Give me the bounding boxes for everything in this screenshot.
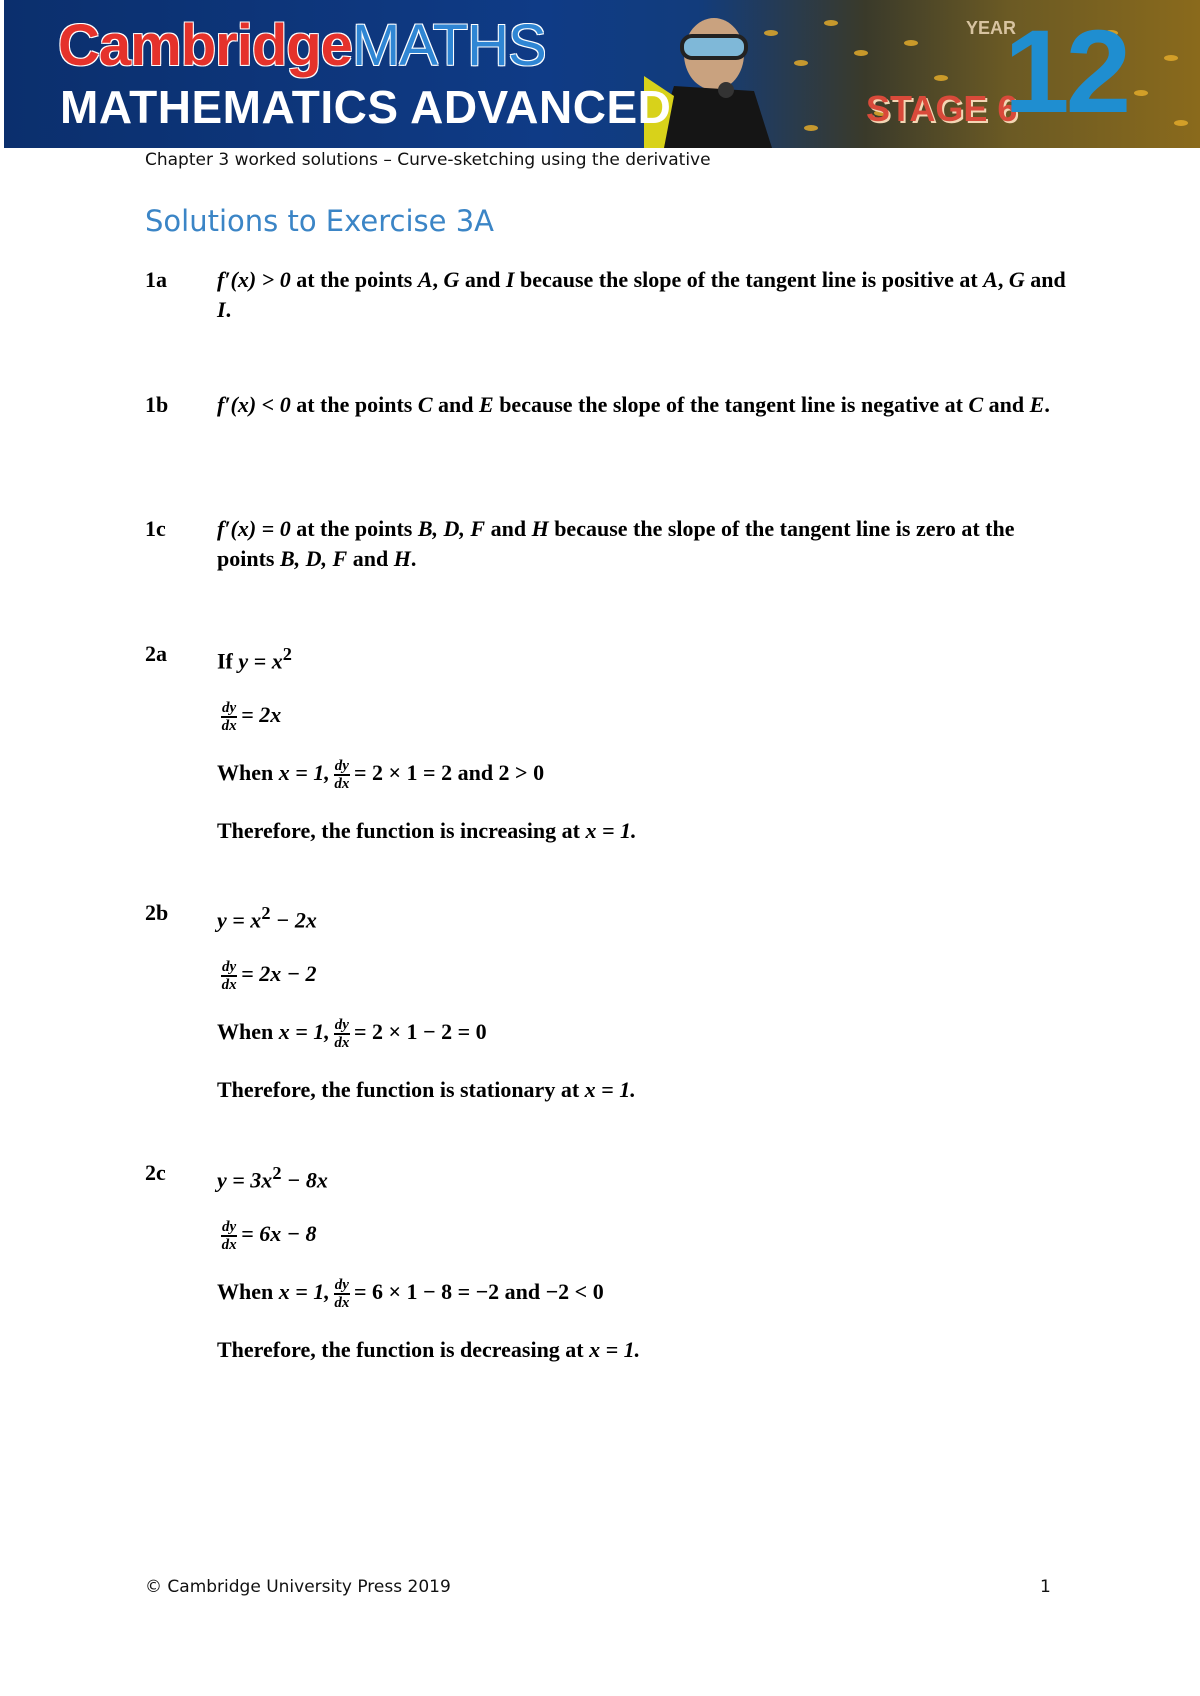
question-number: 2b <box>145 900 169 925</box>
dy-dx-fraction: $\frac{dy}{dx}$ <box>221 1219 237 1254</box>
conclusion-line: Therefore, the function is increasing at x = 1. <box>217 818 637 844</box>
dy-dx-fraction: $\frac{dy}{dx}$ <box>334 1277 350 1312</box>
point: A <box>417 267 433 292</box>
solution-body <box>217 514 1077 574</box>
solution-text: f′(x) = 0 at the points B, D, F and H because the slope of the tangent line is zero at the points B, D, F and H. <box>217 516 1015 571</box>
page-number: 1 <box>1040 1577 1051 1597</box>
brand-mathematics-advanced: MATHEMATICS ADVANCED <box>60 81 672 133</box>
point: C <box>417 392 433 417</box>
footer-copyright: © Cambridge University Press 2019 <box>145 1577 451 1597</box>
point: E <box>1029 392 1045 417</box>
dy-dx-fraction: $\frac{dy}{dx}$ <box>221 959 237 994</box>
point: C <box>968 392 984 417</box>
dy-dx-fraction: $\frac{dy}{dx}$ <box>221 700 237 735</box>
evaluation-line: When x = 1, $\frac{dy}{dx}$ = 2 × 1 − 2 = 0 <box>217 1017 487 1052</box>
point: E <box>479 392 494 417</box>
question-number: 1a <box>145 267 167 292</box>
brand-cambridge-maths <box>58 13 546 78</box>
derivative-line: $\frac{dy}{dx}$ = 2x − 2 <box>221 959 317 994</box>
conclusion-line: Therefore, the function is stationary at x = 1. <box>217 1077 636 1103</box>
year-label: YEAR <box>966 18 1017 38</box>
point: G <box>1008 267 1025 292</box>
conclusion-line: Therefore, the function is decreasing at x = 1. <box>217 1337 641 1363</box>
point-list: B, D, F <box>279 546 348 571</box>
evaluation-line: When x = 1, $\frac{dy}{dx}$ = 2 × 1 = 2 and 2 > 0 <box>217 758 545 793</box>
derivative-expression: f′(x) > 0 <box>217 267 291 292</box>
solution-body <box>217 265 1077 325</box>
stage-label: STAGE 6 <box>866 88 1018 129</box>
point: I <box>505 267 515 292</box>
brand-cambridge: Cambridge <box>58 13 352 78</box>
point: I <box>217 297 226 322</box>
derivative-expression: f′(x) < 0 <box>217 392 291 417</box>
given-equation: $y = 3x^2 - 8x$ <box>217 1163 328 1193</box>
question-number: 2a <box>145 641 167 666</box>
section-title: Solutions to Exercise 3A <box>145 204 494 238</box>
point: H <box>393 546 411 571</box>
solution-text: f′(x) < 0 at the points C and E because the slope of the tangent line is negative at C and E. <box>217 392 1050 417</box>
question-number: 1c <box>145 516 166 541</box>
solution-body <box>217 390 1077 420</box>
point-list: B, D, F <box>417 516 486 541</box>
evaluation-line: When x = 1, $\frac{dy}{dx}$ = 6 × 1 − 8 = −2 and −2 < 0 <box>217 1277 604 1312</box>
dy-dx-fraction: $\frac{dy}{dx}$ <box>334 758 350 793</box>
derivative-line: $\frac{dy}{dx}$ = 6x − 8 <box>221 1219 317 1254</box>
question-number: 1b <box>145 392 169 417</box>
point: G <box>443 267 460 292</box>
given-equation: If $y = x^2$ <box>217 644 292 674</box>
question-number: 2c <box>145 1160 166 1185</box>
year-number: 12 <box>1004 6 1128 138</box>
solution-body <box>217 639 1077 870</box>
solution-body <box>217 1158 1077 1389</box>
given-equation: $y = x^2 - 2x$ <box>217 903 317 933</box>
solution-body <box>217 898 1077 1129</box>
derivative-expression: f′(x) = 0 <box>217 516 291 541</box>
derivative-line: $\frac{dy}{dx}$ = 2x <box>221 700 282 735</box>
solution-text: f′(x) > 0 at the points A, G and I because the slope of the tangent line is positive at A, G and I. <box>217 267 1066 322</box>
dy-dx-fraction: $\frac{dy}{dx}$ <box>334 1017 350 1052</box>
point: A <box>983 267 998 292</box>
brand-maths: MATHS <box>351 13 546 78</box>
point: H <box>531 516 549 541</box>
chapter-subtitle: Chapter 3 worked solutions – Curve-sketching using the derivative <box>145 150 711 170</box>
header-banner <box>4 0 1200 148</box>
